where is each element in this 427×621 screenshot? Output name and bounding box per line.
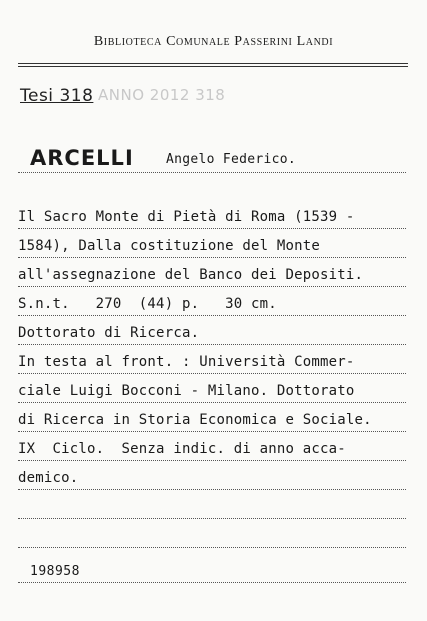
accession-number: 198958 bbox=[30, 564, 80, 579]
catalog-line: Dottorato di Ricerca. bbox=[18, 325, 200, 341]
catalog-line-rule bbox=[18, 344, 406, 345]
author-given-names: Angelo Federico. bbox=[166, 152, 297, 167]
catalog-line-rule bbox=[18, 518, 406, 519]
catalog-line: IX Ciclo. Senza indic. di anno acca- bbox=[18, 441, 346, 457]
catalog-line: Il Sacro Monte di Pietà di Roma (1539 - bbox=[18, 209, 355, 225]
catalog-line-rule bbox=[18, 228, 406, 229]
catalog-line-rule bbox=[18, 402, 406, 403]
catalog-line: S.n.t. 270 (44) p. 30 cm. bbox=[18, 296, 277, 312]
catalog-line: demico. bbox=[18, 470, 79, 486]
catalog-line: 1584), Dalla costituzione del Monte bbox=[18, 238, 321, 254]
catalog-line-rule bbox=[18, 547, 406, 548]
accession-dotted-line bbox=[18, 582, 406, 583]
header-rule-bottom bbox=[18, 66, 408, 67]
catalog-line-rule bbox=[18, 489, 406, 490]
catalog-line-rule bbox=[18, 286, 406, 287]
author-surname: ARCELLI bbox=[30, 146, 134, 170]
catalog-line: ciale Luigi Bocconi - Milano. Dottorato bbox=[18, 383, 355, 399]
catalog-line-rule bbox=[18, 315, 406, 316]
catalog-line: all'assegnazione del Banco dei Depositi. bbox=[18, 267, 364, 283]
catalog-line: In testa al front. : Università Commer- bbox=[18, 354, 355, 370]
shelfmark: Tesi 318 bbox=[20, 86, 94, 106]
catalog-line-rule bbox=[18, 257, 406, 258]
catalog-line-rule bbox=[18, 373, 406, 374]
author-dotted-line bbox=[18, 172, 406, 173]
catalog-line-rule bbox=[18, 431, 406, 432]
shelfmark-faint: ANNO 2012 318 bbox=[98, 86, 226, 104]
header-rule-top bbox=[18, 63, 408, 64]
catalog-line-rule bbox=[18, 460, 406, 461]
catalog-line: di Ricerca in Storia Economica e Sociale. bbox=[18, 412, 372, 428]
library-header: Biblioteca Comunale Passerini Landi bbox=[93, 34, 334, 49]
